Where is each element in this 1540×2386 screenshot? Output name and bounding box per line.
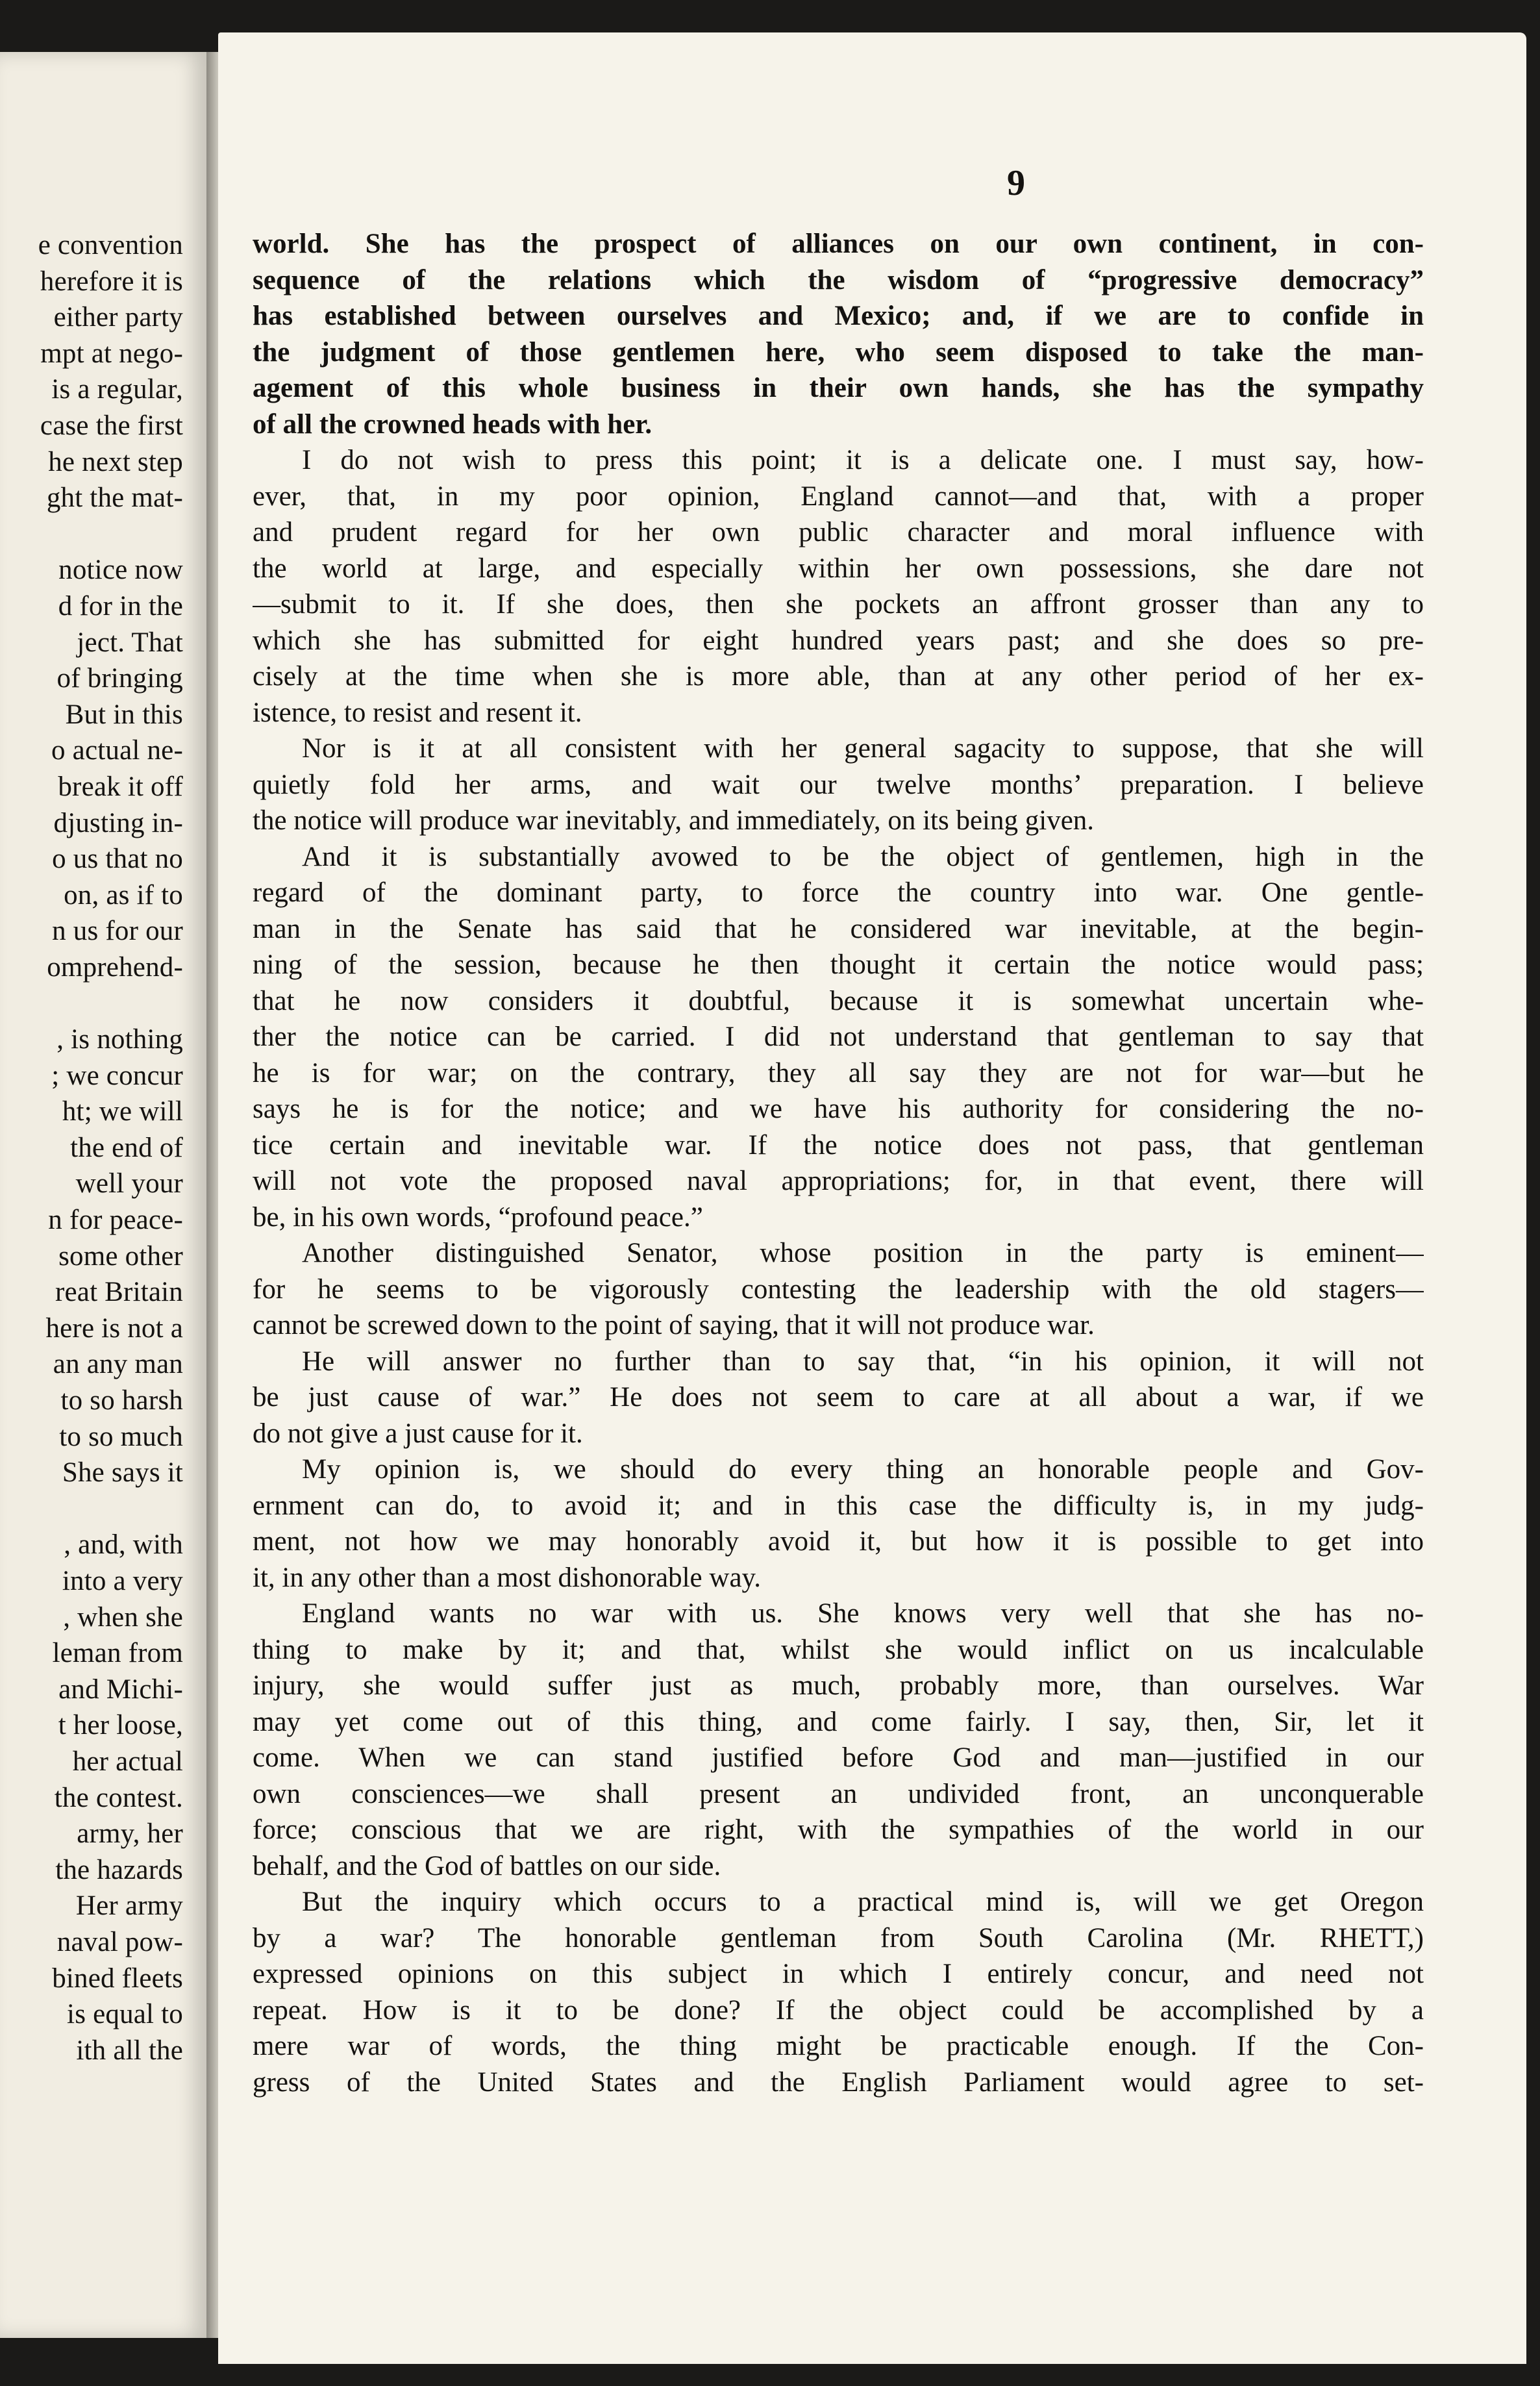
text-line: do not give a just cause for it. [253, 1418, 583, 1449]
facing-page-line: is a regular, [51, 374, 183, 405]
facing-page-line: leman from [52, 1638, 183, 1669]
text-line: ther the notice can be carried. I did not understand that gentleman to say that [253, 1022, 1424, 1052]
text-line: And it is substantially avowed to be the object of gentlemen, high in the [302, 841, 1424, 872]
facing-page-fragment [0, 52, 206, 2338]
text-line: be just cause of war.” He does not seem to care at all about a war, if we [253, 1382, 1424, 1413]
facing-page-line: , when she [63, 1601, 183, 1633]
text-line: repeat. How is it to be done? If the object could be accomplished by a [253, 1994, 1424, 2026]
text-line: England wants no war with us. She knows very well that she has no- [302, 1598, 1424, 1629]
text-line: My opinion is, we should do every thing an honorable people and Gov- [302, 1454, 1424, 1485]
facing-page-line: Her army [75, 1890, 183, 1922]
facing-page-line: on, as if to [64, 879, 183, 910]
facing-page-line: e convention [38, 230, 183, 260]
facing-page-line: mpt at nego- [40, 338, 183, 369]
facing-page-line: ject. That [77, 627, 183, 658]
facing-page-line: o actual ne- [51, 735, 183, 766]
facing-page-line: d for in the [58, 590, 183, 622]
text-line: says he is for the notice; and we have his authority for considering the no- [253, 1094, 1424, 1124]
text-line: he is for war; on the contrary, they all say they are not for war—but he [253, 1057, 1424, 1088]
text-line: which she has submitted for eight hundred years past; and she does so pre- [253, 625, 1424, 656]
text-line: the judgment of those gentlemen here, who seem disposed to take the man- [253, 336, 1424, 368]
facing-page-line: and Michi- [58, 1674, 183, 1705]
facing-page-line: n us for our [52, 916, 183, 947]
text-line: may yet come out of this thing, and come fairly. I say, then, Sir, let it [253, 1706, 1424, 1737]
facing-page-line: t her loose, [58, 1710, 183, 1741]
facing-page-line [0, 1491, 183, 1527]
text-line: force; conscious that we are right, with the sympathies of the world in our [253, 1815, 1424, 1845]
text-line: sequence of the relations which the wisdom of “progressive democracy” [253, 264, 1424, 295]
text-line: Nor is it at all consistent with her general sagacity to suppose, that she will [302, 733, 1424, 764]
facing-page-line: either party [53, 302, 183, 333]
page-number: 9 [1007, 163, 1025, 203]
facing-page-line: But in this [65, 699, 183, 730]
text-line: gress of the United States and the English Parliament would agree to set- [253, 2066, 1424, 2098]
text-line: ning of the session, because he then thought it certain the notice would pass; [253, 949, 1424, 980]
text-line: for he seems to be vigorously contesting the leadership with the old stagers— [253, 1274, 1424, 1305]
facing-page-line: ht; we will [62, 1096, 183, 1127]
text-line: ernment can do, to avoid it; and in this case the difficulty is, in my judg- [253, 1490, 1424, 1521]
text-line: behalf, and the God of battles on our side. [253, 1850, 721, 1881]
text-line: world. She has the prospect of alliances on our own continent, in con- [253, 229, 1424, 259]
text-line: has established between ourselves and Mexico; and, if we are to confide in [253, 301, 1424, 331]
facing-page-line: She says it [62, 1457, 183, 1488]
facing-page-line: djusting in- [53, 807, 183, 838]
facing-page-line: some other [58, 1240, 183, 1272]
text-line: mere war of words, the thing might be practicable enough. If the Con- [253, 2031, 1424, 2061]
facing-page-line: , is nothing [56, 1024, 183, 1055]
text-line: regard of the dominant party, to force the country into war. One gentle- [253, 877, 1424, 908]
facing-page-line: army, her [77, 1818, 183, 1850]
facing-page-line: an any man [53, 1349, 183, 1380]
text-line: istence, to resist and resent it. [253, 697, 582, 728]
facing-page-line: the end of [70, 1132, 183, 1163]
facing-page-line: he next step [48, 446, 183, 477]
facing-page-line: naval pow- [56, 1926, 183, 1957]
facing-page-line: ith all the [76, 2035, 183, 2066]
text-line: Another distinguished Senator, whose position in the party is eminent— [302, 1238, 1424, 1268]
text-line: injury, she would suffer just as much, probably more, than ourselves. War [253, 1670, 1424, 1701]
facing-page-line: notice now [58, 555, 183, 586]
facing-page-line [0, 516, 183, 553]
text-line: I do not wish to press this point; it is a delicate one. I must say, how- [302, 445, 1424, 475]
text-line: will not vote the proposed naval appropriations; for, in that event, there will [253, 1166, 1424, 1196]
text-line: ever, that, in my poor opinion, England cannot—and that, with a proper [253, 481, 1424, 512]
text-line: and prudent regard for her own public character and moral influence with [253, 517, 1424, 547]
text-line: own consciences—we shall present an undivided front, an unconquerable [253, 1778, 1424, 1809]
facing-page-line [0, 985, 183, 1022]
facing-page-line: the contest. [54, 1782, 183, 1813]
facing-page-line: bined fleets [52, 1963, 183, 1994]
text-line: that he now considers it doubtful, because it is somewhat uncertain whe- [253, 985, 1424, 1016]
facing-page-line: ght the mat- [46, 483, 183, 514]
text-line: by a war? The honorable gentleman from South Carolina (Mr. RHETT,) [253, 1922, 1424, 1953]
text-line: ment, not how we may honorably avoid it, but how it is possible to get into [253, 1526, 1424, 1557]
facing-page-line: is equal to [67, 1999, 183, 2030]
facing-page-line: ; we concur [51, 1060, 183, 1091]
text-line: it, in any other than a most dishonorable way. [253, 1562, 761, 1593]
facing-page-line: n for peace- [48, 1205, 183, 1236]
facing-page-line: break it off [58, 771, 183, 802]
text-line: tice certain and inevitable war. If the notice does not pass, that gentleman [253, 1129, 1424, 1161]
text-line: be, in his own words, “profound peace.” [253, 1201, 703, 1233]
facing-page-text [0, 227, 183, 2068]
facing-page-line: her actual [72, 1746, 183, 1777]
text-line: expressed opinions on this subject in which I entirely concur, and need not [253, 1959, 1424, 1989]
text-line: —submit to it. If she does, then she pockets an affront grosser than any to [253, 589, 1424, 620]
text-line: the world at large, and especially within her own possessions, she dare not [253, 553, 1424, 584]
text-line: cisely at the time when she is more able, than at any other period of her ex- [253, 661, 1424, 692]
facing-page-line: the hazards [55, 1854, 183, 1885]
text-line: He will answer no further than to say that, “in his opinion, it will not [302, 1346, 1424, 1377]
facing-page-line: reat Britain [55, 1277, 183, 1308]
facing-page-line: here is not a [45, 1312, 183, 1344]
facing-page-line: omprehend- [47, 951, 183, 983]
facing-page-line: well your [75, 1168, 183, 1199]
facing-page-line: herefore it is [40, 266, 183, 297]
page-body-text [253, 226, 1424, 2100]
facing-page-line: of bringing [56, 663, 183, 694]
text-line: cannot be screwed down to the point of saying, that it will not produce war. [253, 1310, 1095, 1340]
facing-page-line: case the first [40, 410, 183, 441]
facing-page-line: to so harsh [60, 1385, 183, 1416]
facing-page-line: into a very [62, 1565, 183, 1596]
text-line: of all the crowned heads with her. [253, 408, 652, 440]
text-line: the notice will produce war inevitably, and immediately, on its being given. [253, 805, 1095, 836]
text-line: agement of this whole business in their own hands, she has the sympathy [253, 373, 1424, 403]
text-line: thing to make by it; and that, whilst she would inflict on us incalculable [253, 1634, 1424, 1665]
facing-page-line: to so much [59, 1421, 183, 1452]
text-line: man in the Senate has said that he considered war inevitable, at the begin- [253, 913, 1424, 944]
text-line: come. When we can stand justified before God and man—justified in our [253, 1742, 1424, 1773]
facing-page-line: o us that no [52, 844, 183, 875]
facing-page-line: , and, with [64, 1529, 183, 1561]
text-line: quietly fold her arms, and wait our twelve months’ preparation. I believe [253, 769, 1424, 800]
text-line: But the inquiry which occurs to a practical mind is, will we get Oregon [302, 1887, 1424, 1917]
